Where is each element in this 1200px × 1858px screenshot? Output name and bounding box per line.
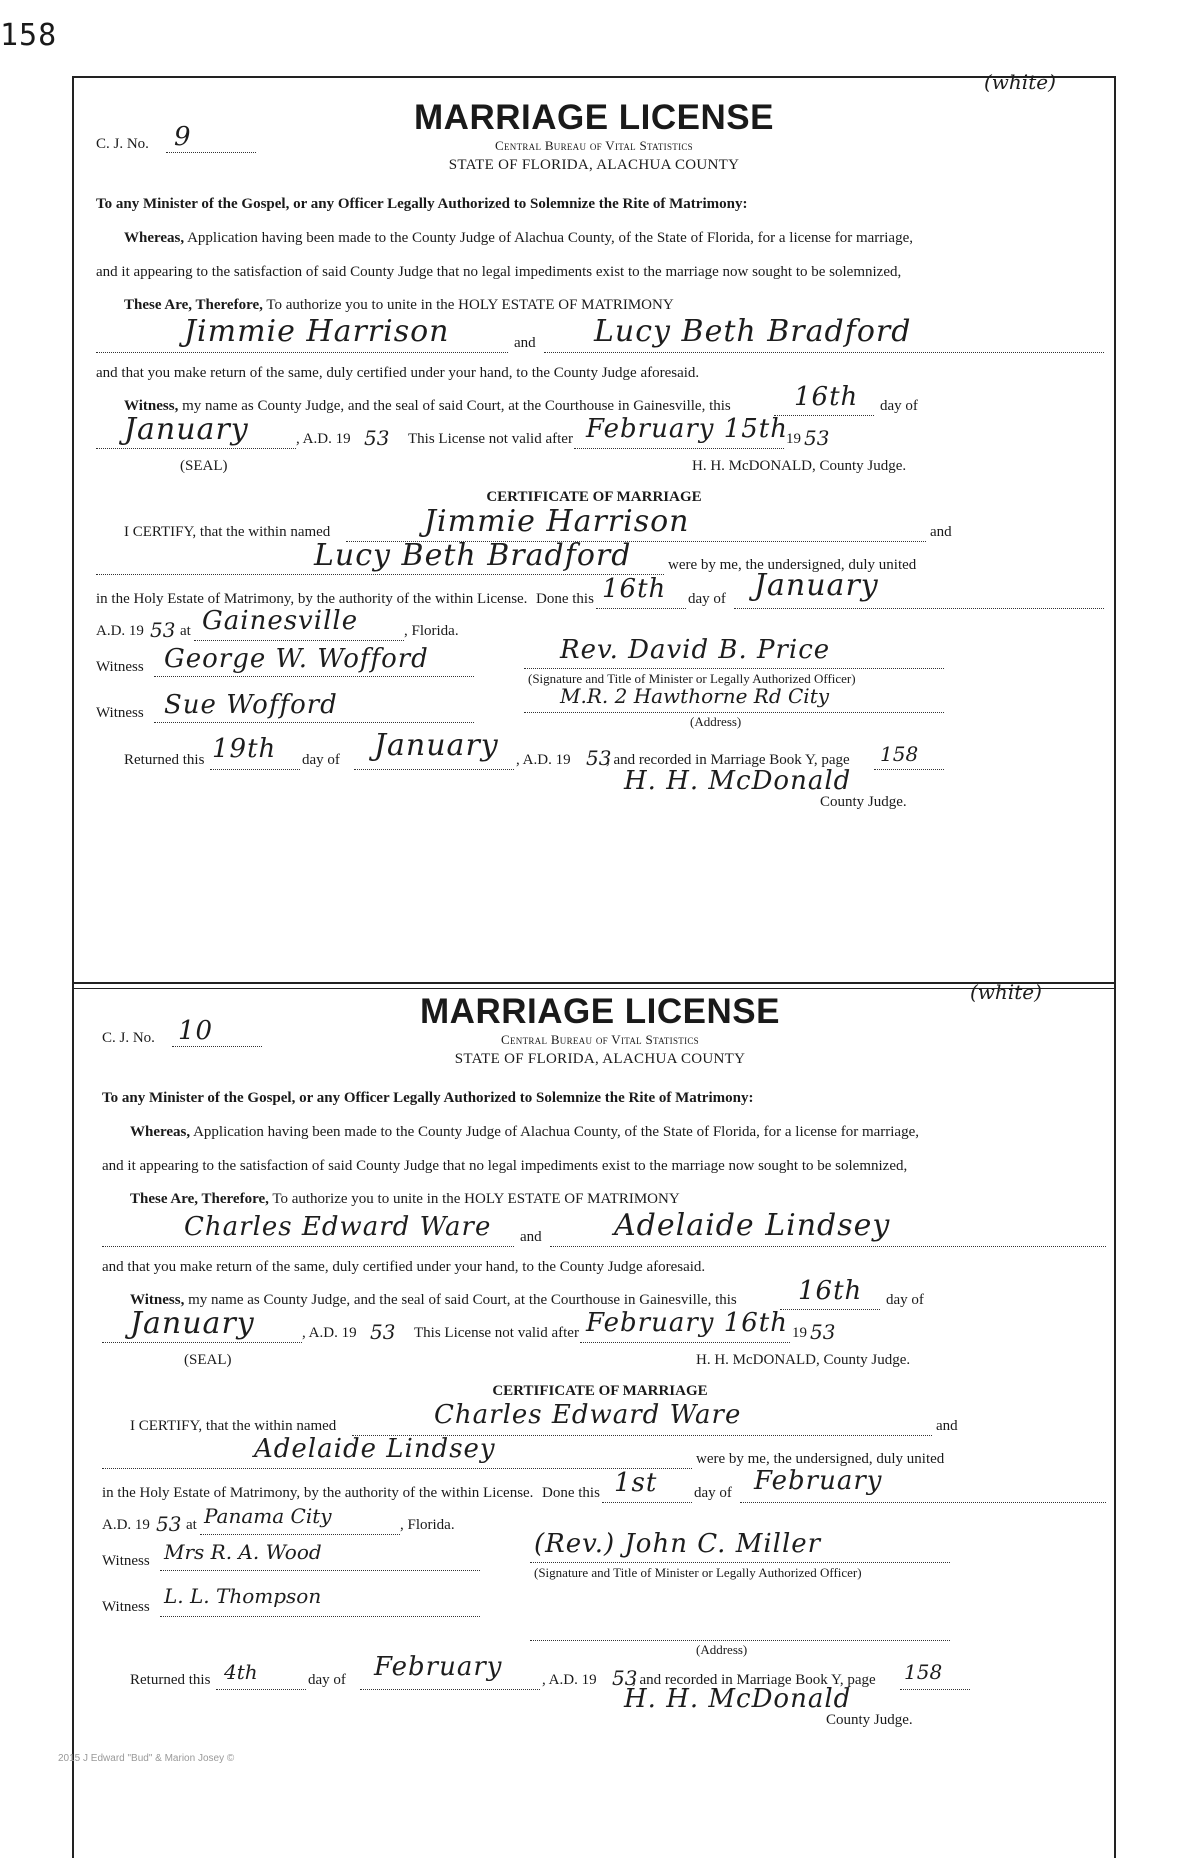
returned-day-of-label: day of [308,1672,346,1688]
returned-month: February [374,1652,503,1682]
florida-label: , Florida. [400,1517,455,1533]
certify-label: I CERTIFY, that the within named [130,1418,337,1434]
witness1-name: Mrs R. A. Wood [164,1540,322,1564]
witness2-name: Sue Wofford [164,690,338,720]
returned-day: 19th [212,734,277,764]
returned-year: 53 [586,746,612,770]
minister-caption: (Signature and Title of Minister or Legally Authorized Officer) [528,671,856,686]
issue-month: January [130,1306,255,1341]
done-month: January [754,568,879,603]
bride-name: Adelaide Lindsey [614,1208,891,1243]
issuing-judge: H. H. McDONALD, County Judge. [696,1352,911,1368]
expiry-date: February 15th [586,414,788,444]
witness1-label: Witness [96,659,144,675]
book-page: 158 [904,1660,943,1684]
issue-day: 16th [798,1276,863,1306]
florida-label: , Florida. [404,623,459,639]
these-are-text: To authorize you to unite in the HOLY ESTATE OF MATRIMONY [266,297,674,313]
state-county: STATE OF FLORIDA, ALACHUA COUNTY [454,1051,746,1067]
cert-groom-name: Charles Edward Ware [434,1400,742,1430]
cj-number: 9 [174,122,192,152]
ad-prefix: , A.D. 19 [296,431,351,447]
cert-bride-name: Lucy Beth Bradford [314,538,632,573]
done-day: 1st [614,1468,658,1498]
bureau-name: Central Bureau of Vital Statistics [495,138,693,153]
witness2-name: L. L. Thompson [164,1584,322,1608]
minister-signature: Rev. David B. Price [560,635,831,665]
expiry-year: 53 [810,1320,836,1344]
not-valid-label: This License not valid after [414,1325,579,1341]
state-county: STATE OF FLORIDA, ALACHUA COUNTY [448,157,740,173]
whereas-text: Application having been made to the County Judge of Alachua County, of the State of Florida, for a license for marriage, [193,1124,919,1140]
marriage-place: Gainesville [202,606,359,636]
certify-label: I CERTIFY, that the within named [124,524,331,540]
done-this-label: Done this [536,591,594,607]
done-day: 16th [602,574,667,604]
issue-day: 16th [794,382,859,412]
done-this-label: Done this [542,1485,600,1501]
return-clause: and that you make return of the same, duly certified under your hand, to the County Judge aforesaid. [102,1259,706,1275]
these-are-text: To authorize you to unite in the HOLY ESTATE OF MATRIMONY [272,1191,680,1207]
cert-ad-label: A.D. 19 [102,1517,150,1533]
holy-estate-clause: in the Holy Estate of Matrimony, by the authority of the within License. [102,1485,534,1501]
appearing-clause: and it appearing to the satisfaction of said County Judge that no legal impediments exist to the marriage now sought to be solemnized, [102,1158,908,1174]
whereas-label: Whereas, [130,1124,191,1140]
license-divider-thin [74,988,1114,989]
witness-text: my name as County Judge, and the seal of said Court, at the Courthouse in Gainesville, this [182,398,731,414]
salutation: To any Minister of the Gospel, or any Officer Legally Authorized to Solemnize the Rite of Matrimony: [96,196,748,212]
page-number: 158 [0,18,58,53]
whereas-text: Application having been made to the County Judge of Alachua County, of the State of Florida, for a license for marriage, [187,230,913,246]
certificate-title: CERTIFICATE OF MARRIAGE [486,489,702,505]
recorded-label: , and recorded in Marriage Book Y, page [632,1672,876,1688]
address-caption: (Address) [690,714,742,729]
cj-label: C. J. No. [96,136,149,152]
issuing-judge: H. H. McDONALD, County Judge. [692,458,907,474]
cj-label: C. J. No. [102,1030,155,1046]
returned-label: Returned this [130,1672,211,1688]
witness1-label: Witness [102,1553,150,1569]
cert-year: 53 [156,1512,182,1536]
done-day-of-label: day of [694,1485,732,1501]
whereas-clause [124,230,913,247]
recorded-ad-label: , A.D. 19 [542,1672,597,1688]
these-are-label: These Are, Therefore, [130,1191,269,1207]
minister-address: M.R. 2 Hawthorne Rd City [560,684,830,708]
witness2-label: Witness [96,705,144,721]
returned-day-of-label: day of [302,752,340,768]
groom-name: Jimmie Harrison [184,314,450,349]
whereas-label: Whereas, [124,230,185,246]
at-label: at [186,1517,197,1533]
cert-groom-name: Jimmie Harrison [424,504,690,539]
witness-label: Witness, [124,398,179,414]
were-united-label: were by me, the undersigned, duly united [696,1451,945,1467]
seal-label: (SEAL) [180,458,228,474]
issue-month: January [124,412,249,447]
issue-year: 53 [364,426,390,450]
expiry-year-prefix: 19 [786,431,801,447]
done-month: February [754,1466,883,1496]
returned-month: January [374,728,499,763]
cert-and-label: and [930,524,952,540]
witness1-name: George W. Wofford [164,644,429,674]
witness-label: Witness, [130,1292,185,1308]
cert-year: 53 [150,618,176,642]
these-are-label: These Are, Therefore, [124,297,263,313]
document-frame [72,70,1116,1858]
groom-name: Charles Edward Ware [184,1212,492,1242]
race-note: (white) [984,70,1056,94]
appearing-clause: and it appearing to the satisfaction of said County Judge that no legal impediments exist to the marriage now sought to be solemnized, [96,264,902,280]
bride-name: Lucy Beth Bradford [594,314,912,349]
cert-and-label: and [936,1418,958,1434]
issue-year: 53 [370,1320,396,1344]
expiry-year: 53 [804,426,830,450]
county-judge-label: County Judge. [820,794,907,810]
bureau-name: Central Bureau of Vital Statistics [501,1032,699,1047]
cj-number: 10 [178,1016,214,1046]
whereas-clause [130,1124,919,1141]
license-title: MARRIAGE LICENSE [420,992,780,1031]
and-label: and [520,1229,542,1245]
recorded-label: , and recorded in Marriage Book Y, page [606,752,850,768]
not-valid-label: This License not valid after [408,431,573,447]
expiry-date: February 16th [586,1308,788,1338]
day-of-label: day of [886,1292,924,1308]
witness-text: my name as County Judge, and the seal of said Court, at the Courthouse in Gainesville, this [188,1292,737,1308]
judge-signature: H. H. McDonald [624,766,852,796]
these-are-clause [130,1191,680,1208]
done-day-of-label: day of [688,591,726,607]
marriage-place: Panama City [204,1504,332,1528]
these-are-clause [124,297,674,314]
at-label: at [180,623,191,639]
copyright-watermark: 2015 J Edward "Bud" & Marion Josey © [58,1753,235,1764]
seal-label: (SEAL) [184,1352,232,1368]
were-united-label: were by me, the undersigned, duly united [668,557,917,573]
address-caption: (Address) [696,1642,748,1657]
expiry-year-prefix: 19 [792,1325,807,1341]
minister-signature: (Rev.) John C. Miller [534,1529,822,1559]
judge-signature: H. H. McDonald [624,1684,852,1714]
ad-prefix: , A.D. 19 [302,1325,357,1341]
witness2-label: Witness [102,1599,150,1615]
cert-bride-name: Adelaide Lindsey [254,1434,496,1464]
salutation: To any Minister of the Gospel, or any Officer Legally Authorized to Solemnize the Rite of Matrimony: [102,1090,754,1106]
and-label: and [514,335,536,351]
race-note: (white) [970,980,1042,1004]
returned-label: Returned this [124,752,205,768]
license-title: MARRIAGE LICENSE [414,98,774,137]
day-of-label: day of [880,398,918,414]
license-divider [74,982,1114,984]
book-page: 158 [880,742,919,766]
recorded-ad-label: , A.D. 19 [516,752,571,768]
returned-day: 4th [224,1660,258,1684]
holy-estate-clause: in the Holy Estate of Matrimony, by the authority of the within License. [96,591,528,607]
return-clause: and that you make return of the same, duly certified under your hand, to the County Judge aforesaid. [96,365,700,381]
returned-year: 53 [612,1666,638,1690]
minister-caption: (Signature and Title of Minister or Legally Authorized Officer) [534,1565,862,1580]
cert-ad-label: A.D. 19 [96,623,144,639]
county-judge-label: County Judge. [826,1712,913,1728]
certificate-title: CERTIFICATE OF MARRIAGE [492,1383,708,1399]
